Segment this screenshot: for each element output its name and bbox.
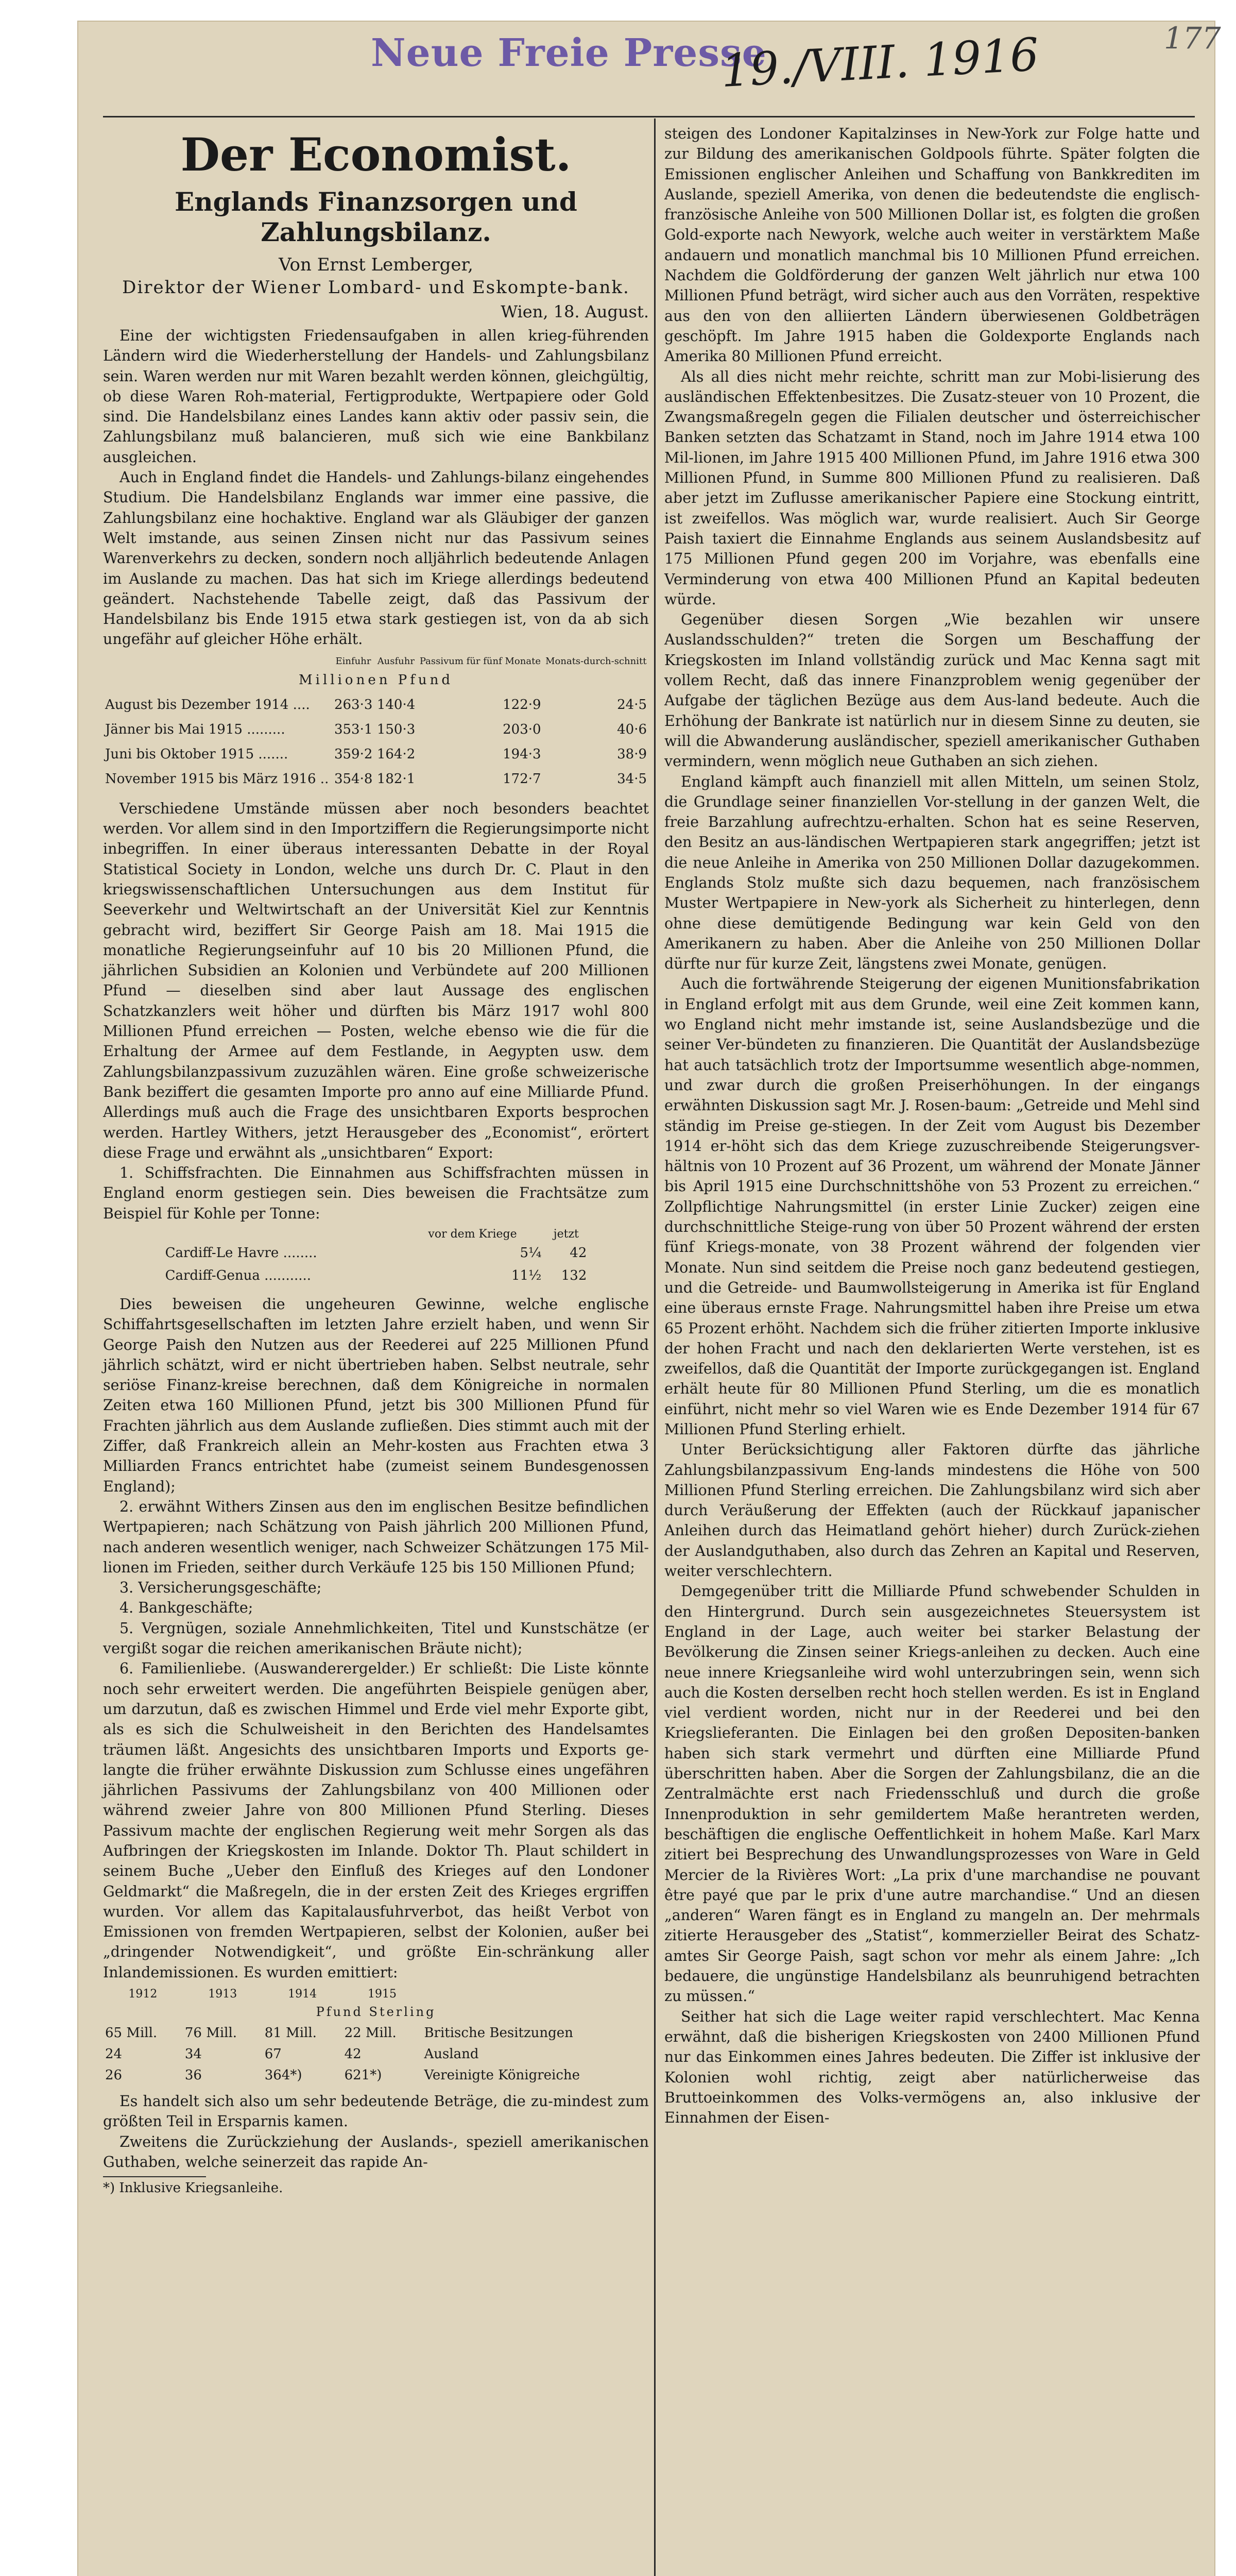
- table-cell: 122·9: [503, 697, 541, 713]
- table-cell: Cardiff-Genua ...........: [165, 1267, 312, 1283]
- table-cell: 354·8: [334, 771, 373, 787]
- paragraph: 4. Bankgeschäfte;: [119, 1599, 253, 1617]
- table-cell: 22 Mill.: [344, 2025, 397, 2041]
- paragraph: Dies beweisen die ungeheuren Gewinne, welche englische Schiffahrtsgesellschaften im letzten Jahre erzielt haben, und wenn Sir George Paish den Nutzen aus der Reederei auf 225 Millionen Pfund jährlich schätzt, wird er nicht übertrieben haben. Selbst neutrale, sehr seriöse Finanz-kreise berechnen, daß dem Königreiche in normalen Zeiten etwa 160 Millionen Pfund, jetzt bis 300 Millionen Pfund für Frachten jährlich aus dem Auslande zufließen. Dies stimmt auch mit der Ziffer, daß Frankreich allein an Mehr-kosten aus Frachten etwa 3 Milliarden Francs entrichtet habe (zumeist seinem Bundesgenossen England);: [103, 1295, 649, 1495]
- table-row: [163, 1264, 589, 1287]
- table-cell: August bis Dezember 1914 ....: [105, 697, 310, 713]
- newspaper-stamp: Neue Freie Presse: [371, 31, 767, 75]
- table-row: [103, 2065, 649, 2086]
- right-column: [664, 124, 1200, 2128]
- table-header: [103, 655, 332, 668]
- paragraph: steigen des Londoner Kapitalzinses in New-York zur Folge hatte und zur Bildung des amerikanischen Goldpools führte. Später folgten die Emissionen englischer Anleihen und Schaffung von Bankkrediten im Auslande, speziell Amerika, von denen die bedeutendste die englisch-französische Anleihe von 500 Millionen Dollar ist, es folgten die großen Gold-exporte nach Newyork, welche auch weiter in verstärktem Maße andauern und monatlich manchmal bis 10 Millionen Pfund erreichen. Nachdem die Goldförderung der ganzen Welt jährlich nur etwa 100 Millionen Pfund beträgt, wird sicher auch aus den Vorräten, respektive aus den von den alliierten Ländern überwiesenen Goldbeträgen geschöpft. Im Jahre 1915 haben die Goldexporte Englands nach Amerika 80 Millionen Pfund erreicht.: [664, 125, 1200, 365]
- table-row: [103, 767, 649, 791]
- table-cell: 140·4: [376, 697, 416, 713]
- table-header: 1915: [368, 1988, 397, 2001]
- table-header: [422, 1987, 649, 2002]
- table-row: [103, 717, 649, 742]
- table-cell: 359·2: [334, 746, 373, 762]
- table-cell: 34·5: [617, 771, 647, 787]
- table-cell: 40·6: [617, 721, 647, 737]
- table-cell: 172·7: [503, 771, 541, 787]
- table-row: [103, 692, 649, 717]
- paragraph: 5. Vergnügen, soziale Annehmlichkeiten, Titel und Kunstschätze (er vergißt sogar die reichen amerikanischen Bräute nicht);: [103, 1619, 649, 1657]
- handwritten-date: 19./VIII. 1916: [719, 27, 1040, 98]
- table-row: [103, 2023, 649, 2044]
- column-separator: [654, 118, 656, 2576]
- table-cell: 132: [561, 1267, 587, 1283]
- paragraph: 2. erwähnt Withers Zinsen aus den im englischen Besitze befindlichen Wertpapieren; nach Schätzung von Paish jährlich 200 Millionen Pfund, nach anderen wesentlich weniger, nach Schweizer Schätzungen 175 Mil-lionen im Frieden, seither durch Verkäufe 125 bis 150 Millionen Pfund;: [103, 1498, 649, 1576]
- table-cell: 24·5: [617, 697, 647, 713]
- table-cell: 194·3: [503, 746, 541, 762]
- table-header: Ausfuhr: [377, 655, 415, 667]
- table-header: jetzt: [553, 1227, 579, 1241]
- table-row: [103, 2044, 649, 2065]
- emissions-table: [103, 1987, 649, 2086]
- paragraph: 3. Versicherungsgeschäfte;: [119, 1579, 322, 1597]
- table-cell: 42: [570, 1245, 587, 1261]
- table-header: Einfuhr: [335, 655, 371, 667]
- page-number: 177: [1164, 21, 1221, 56]
- paragraph: Auch die fortwährende Steigerung der eigenen Munitionsfabrikation in England erfolgt mit aus dem Grunde, weil eine Zeit kommen kann, wo England nicht mehr imstande ist, seine Auslandsbezüge und die seiner Ver-bündeten zu finanzieren. Die Quantität der Auslandsbezüge hat auch tatsächlich trotz der Importsumme wesentlich abge-nommen, und zwar durch die großen Preiserhöhungen. In der eingangs erwähnten Diskussion sagt Mr. J. Rosen-baum: „Getreide und Mehl sind ständig im Preise ge-stiegen. In der Zeit vom August bis Dezember 1914 er-höht sich das dem Kriege zuzuschreibende Steigerungsver-hältnis von 10 Prozent auf 36 Prozent, um während der Monate Jänner bis April 1915 eine Durchschnittshöhe von 53 Prozent zu erreichen.“ Zollpflichtige Nahrungsmittel (in erster Linie Zucker) zeigen eine durchschnittliche Steige-rung von über 50 Prozent während der ersten fünf Kriegs-monate, von 38 Prozent während der folgenden vier Monate. Nun sind seitdem die Preise noch ganz bedeutend gestiegen, und die Getreide- und Baumwollsteigerung in Amerika ist für England eine überaus ernste Frage. Nahrungsmittel haben ihre Preise um etwa 65 Prozent erhöht. Nachdem sich die früher zitierten Importe inklusive der hohen Fracht und nach den deklarierten Werte verstehen, ist es zweifellos, daß die Quantität der Importe zurückgegangen ist. England erhält heute für 80 Millionen Pfund Sterling, um die es monatlich einführt, nicht mehr so viel Waren wie es Ende Dezember 1914 für 67 Millionen Pfund Sterling erhielt.: [664, 975, 1200, 1438]
- table-cell: Britische Besitzungen: [424, 2025, 573, 2041]
- table-cell: November 1915 bis März 1916 ..: [105, 771, 329, 787]
- table-cell: Juni bis Oktober 1915 .......: [105, 746, 288, 762]
- table-cell: 150·3: [376, 721, 416, 737]
- trade-balance-table: [103, 655, 649, 791]
- table-unit: Pfund Sterling: [316, 2005, 436, 2020]
- table-cell: 24: [105, 2046, 123, 2062]
- table-row: [103, 742, 649, 767]
- table-cell: 26: [105, 2067, 123, 2083]
- paragraph: Verschiedene Umstände müssen aber noch besonders beachtet werden. Vor allem sind in den Importziffern die Regierungsimporte nicht inbegriffen. In einer überaus interessanten Debatte in der Royal Statistical Society in London, welche uns durch Dr. C. Plaut in den kriegswissenschaftlichen Untersuchungen aus dem Institut für Seeverkehr und Weltwirtschaft an der Universität Kiel zur Kenntnis gebracht wird, beziffert Sir George Paish am 18. Mai 1915 die monatliche Regierungseinfuhr auf 10 bis 20 Millionen Pfund, die jährlichen Subsidien an Kolonien und Verbündete auf 200 Millionen Pfund — dieselben sind aber laut Aussage des englischen Schatzkanzlers weit höher und dürften bis März 1917 wohl 800 Millionen Pfund erreichen — Posten, welche ebenso wie die für die Erhaltung der Armee auf dem Festlande, in Aegypten usw. dem Zahlungsbilanzpassivum zuzuzählen wären. Eine große schweizerische Bank beziffert die gesamten Importe pro anno auf eine Milliarde Pfund. Allerdings muß auch die Frage des unsichtbaren Exports besprochen werden. Hartley Withers, jetzt Herausgeber des „Economist“, erörtert diese Frage und erwähnt als „unsichtbaren“ Export:: [103, 800, 649, 1161]
- table-header: 1912: [128, 1988, 158, 2001]
- table-cell: 67: [264, 2046, 282, 2062]
- footnote: *) Inklusive Kriegsanleihe.: [103, 2180, 283, 2196]
- table-header: Passivum für fünf Monate: [419, 655, 541, 667]
- paragraph: Auch in England findet die Handels- und Zahlungs-bilanz eingehendes Studium. Die Handelsbilanz Englands war immer eine passive, die Zahlungsbilanz eine hochaktive. England war als Gläubiger der ganzen Welt imstande, aus seinen Zinsen nicht nur das Passivum seines Warenverkehrs zu decken, sondern noch alljährlich bedeutende Anlagen im Auslande zu machen. Das hat sich im Kriege allerdings bedeutend geändert. Nachstehende Tabelle zeigt, daß das Passivum der Handelsbilanz bis Ende 1915 etwa stark gestiegen ist, von da ab sich ungefähr auf gleicher Höhe erhält.: [103, 469, 649, 648]
- footnote-rule: [103, 2176, 206, 2177]
- table-cell: 182·1: [376, 771, 416, 787]
- paragraph: Eine der wichtigsten Friedensaufgaben in allen krieg-führenden Ländern wird die Wiederherstellung der Handels- und Zahlungsbilanz sein. Waren werden nur mit Waren bezahlt werden können, gleichgültig, ob diese Waren Roh-material, Fertigprodukte, Wertpapiere oder Gold sind. Die Handelsbilanz eines Landes kann aktiv oder passiv sein, die Zahlungsbilanz muß balancieren, muß sich wie eine Bankbilanz ausgleichen.: [103, 327, 649, 466]
- byline-position: Direktor der Wiener Lombard- und Eskompte-bank.: [122, 277, 630, 298]
- table-cell: 34: [184, 2046, 202, 2062]
- table-cell: 36: [184, 2067, 202, 2083]
- table-cell: 65 Mill.: [105, 2025, 158, 2041]
- table-cell: 203·0: [503, 721, 541, 737]
- table-cell: Ausland: [424, 2046, 479, 2062]
- paragraph: Demgegenüber tritt die Milliarde Pfund schwebender Schulden in den Hintergrund. Durch sein ausgezeichnetes Steuersystem ist England in der Lage, auch weiter bei starker Belastung der Bevölkerung die Zinsen seiner Kriegs-anleihen zu decken. Auch eine neue innere Kriegsanleihe wird wohl unterzubringen sein, wenn sich auch die Kosten derselben recht hoch stellen werden. Es ist in England viel verdient worden, nicht nur in der Reederei und bei den Kriegslieferanten. Die Einlagen bei den großen Depositen-banken haben sich stark vermehrt und dürften eine Milliarde Pfund überschritten haben. Aber die Sorgen der Zahlungsbilanz, die an die Zentralmächte erst nach Friedensschluß und durch die große Innenproduktion in sehr gemildertem Maße herantreten werden, beschäftigen die englische Oeffentlichkeit in hohem Maße. Karl Marx zitiert bei Besprechung des Unwandlungsprozesses von Ware in Geld Mercier de la Rivières Wort: „La prix d'une marchandise ne pouvant être payé que par le prix d'une autre marchandise.“ Und an diesen „anderen“ Waren fängt es in England zu mangeln an. Der mehrmals zitierte Herausgeber des „Statist“, kommerzieller Beirat des Schatz-amtes Sir George Paish, sagt schon vor mehr als einem Jahre: „Ich bedauere, die ungünstige Handelsbilanz als beunruhigend betrachten zu müssen.“: [664, 1583, 1200, 2005]
- table-row: [163, 1242, 589, 1264]
- table-cell: 76 Mill.: [184, 2025, 237, 2041]
- table-cell: 5¼: [520, 1245, 542, 1261]
- freight-rates-table: [163, 1227, 589, 1287]
- table-cell: 81 Mill.: [264, 2025, 317, 2041]
- table-cell: Cardiff-Le Havre ........: [165, 1245, 317, 1261]
- paragraph: Als all dies nicht mehr reichte, schritt man zur Mobi-lisierung des ausländischen Effektenbesitzes. Die Zusatz-steuer von 10 Prozent, die Zwangsmaßregeln gegen die Filialen deutscher und österreichischer Banken setzten das Schatzamt in Stand, noch im Jahre 1914 etwa 100 Mil-lionen, im Jahre 1915 400 Millionen Pfund, im Jahre 1916 etwa 300 Millionen Pfund, in Summe 800 Millionen Pfund zu realisieren. Daß aber jetzt im Zuflusse amerikanischer Papiere eine Stockung eintritt, ist zweifellos. Was möglich war, wurde realisiert. Auch Sir George Paish taxiert die Einnahme Englands aus seinem Auslandsbesitz auf 175 Millionen Pfund gegen 200 im Vorjahre, was ebenfalls eine Verminderung von etwa 400 Millionen Pfund an Kapital bedeuten würde.: [664, 368, 1200, 608]
- table-cell: 11½: [511, 1267, 542, 1283]
- paragraph: Unter Berücksichtigung aller Faktoren dürfte das jährliche Zahlungsbilanzpassivum Eng-lands mindestens die Höhe von 500 Millionen Pfund Sterling erreichen. Die Zahlungsbilanz wird sich aber durch Veräußerung der Effekten (auch der Rückkauf japanischer Anleihen durch das Heimatland gehört hieher) durch Zurück-ziehen der Auslandguthaben, also durch das Zehren an Kapital und Reserven, weiter verschlechtern.: [664, 1441, 1200, 1580]
- table-header: 1914: [288, 1988, 317, 2001]
- table-header: Monats-durch-schnitt: [545, 655, 647, 667]
- table-cell: Jänner bis Mai 1915 .........: [105, 721, 285, 737]
- table-cell: 164·2: [376, 746, 416, 762]
- paragraph: Seither hat sich die Lage weiter rapid verschlechtert. Mac Kenna erwähnt, daß die bisherigen Kriegskosten von 2400 Millionen Pfund nur das Einkommen eines Jahres bedeuten. Die Ziffer ist inklusive der Kolonien wohl richtig, zeigt aber natürlicherweise das Bruttoeinkommen des Volks-vermögens an, also inklusive der Einnahmen der Eisen-: [664, 2008, 1200, 2127]
- table-unit: Millionen Pfund: [299, 672, 453, 688]
- byline: Von Ernst Lemberger,: [279, 255, 473, 275]
- left-column: [103, 124, 649, 2196]
- section-masthead: Der Economist.: [180, 128, 572, 181]
- top-rule: [103, 116, 1195, 117]
- paragraph: Gegenüber diesen Sorgen „Wie bezahlen wir unsere Auslandsschulden?“ treten die Sorgen um Beschaffung der Kriegskosten im Inland vollständig zurück und Mac Kenna sagt mit vollem Recht, daß das innere Finanzproblem wenig gegenüber der Aufgabe der täglichen Bezüge aus dem Aus-land bedeute. Auch die Erhöhung der Bankrate ist natürlich nur in diesem Sinne zu deuten, sie will die Abwanderung ausländischer, speziell amerikanischer Guthaben vermindern, wenn möglich neue Guthaben an sich ziehen.: [664, 611, 1200, 770]
- table-cell: 42: [344, 2046, 362, 2062]
- paragraph: 1. Schiffsfrachten. Die Einnahmen aus Schiffsfrachten müssen in England enorm gestiegen sein. Dies beweisen die Frachtsätze zum Beispiel für Kohle per Tonne:: [103, 1164, 649, 1222]
- table-header: 1913: [208, 1988, 237, 2001]
- table-cell: 353·1: [334, 721, 373, 737]
- paragraph: 6. Familienliebe. (Auswanderergelder.) Er schließt: Die Liste könnte noch sehr erweitert werden. Die angeführten Beispiele genügen aber, um darzutun, daß es zwischen Himmel und Erde viel mehr Exporte gibt, als es sich die Schulweisheit in den Berichten des Handelsamtes träumen läßt. Angesichts des unsichtbaren Imports und Exports ge-langte die früher erwähnte Diskussion zum Schlusse eines ungefähren jährlichen Passivums der Zahlungsbilanz von 400 Millionen oder während zweier Jahre von 800 Millionen Pfund Sterling. Dieses Passivum machte der englischen Regierung weit mehr Sorgen als das Aufbringen der Kriegskosten im Inlande. Doktor Th. Plaut schildert in seinem Buche „Ueber den Einfluß des Krieges auf den Londoner Geldmarkt“ die Maßregeln, die in der ersten Zeit des Krieges ergriffen wurden. Vor allem das Kapitalausfuhrverbot, das heißt Verbot von Emissionen von fremden Wertpapieren, selbst der Kolonien, außer bei „dringender Notwendigkeit“, und größte Ein-schränkung aller Inlandemissionen. Es wurden emittiert:: [103, 1660, 649, 1981]
- paragraph: Es handelt sich also um sehr bedeutende Beträge, die zu-mindest zum größten Teil in Ersparnis kamen.: [103, 2093, 649, 2130]
- paragraph: Zweitens die Zurückziehung der Auslands-, speziell amerikanischen Guthaben, welche seinerzeit das rapide An-: [103, 2133, 649, 2171]
- table-header: [163, 1227, 402, 1242]
- dateline: Wien, 18. August.: [501, 302, 649, 321]
- table-cell: 263·3: [334, 697, 373, 713]
- paragraph: England kämpft auch finanziell mit allen Mitteln, um seinen Stolz, die Grundlage seiner finanziellen Vor-stellung in der ganzen Welt, die freie Barzahlung aufrechtzu-erhalten. Schon hat es seine Reserven, den Besitz an aus-ländischen Wertpapieren stark angegriffen; jetzt ist die neue Anleihe in Amerika von 250 Millionen Dollar dazugekommen. Englands Stolz mußte sich dazu bequemen, nach französischem Muster Wertpapiere in New-york als Sicherheit zu hinterlegen, denn ohne diese demütigende Bedingung war kein Geld von den Amerikanern zu haben. Aber die Anleihe von 250 Millionen Dollar dürfte nur für kurze Zeit, längstens zwei Monate, genügen.: [664, 773, 1200, 973]
- table-header: vor dem Kriege: [428, 1227, 517, 1241]
- table-cell: Vereinigte Königreiche: [424, 2067, 580, 2083]
- article-headline: Englands Finanzsorgen und Zahlungsbilanz.: [175, 187, 577, 247]
- table-cell: 621*): [344, 2067, 382, 2083]
- table-cell: 38·9: [617, 746, 647, 762]
- table-cell: 364*): [264, 2067, 302, 2083]
